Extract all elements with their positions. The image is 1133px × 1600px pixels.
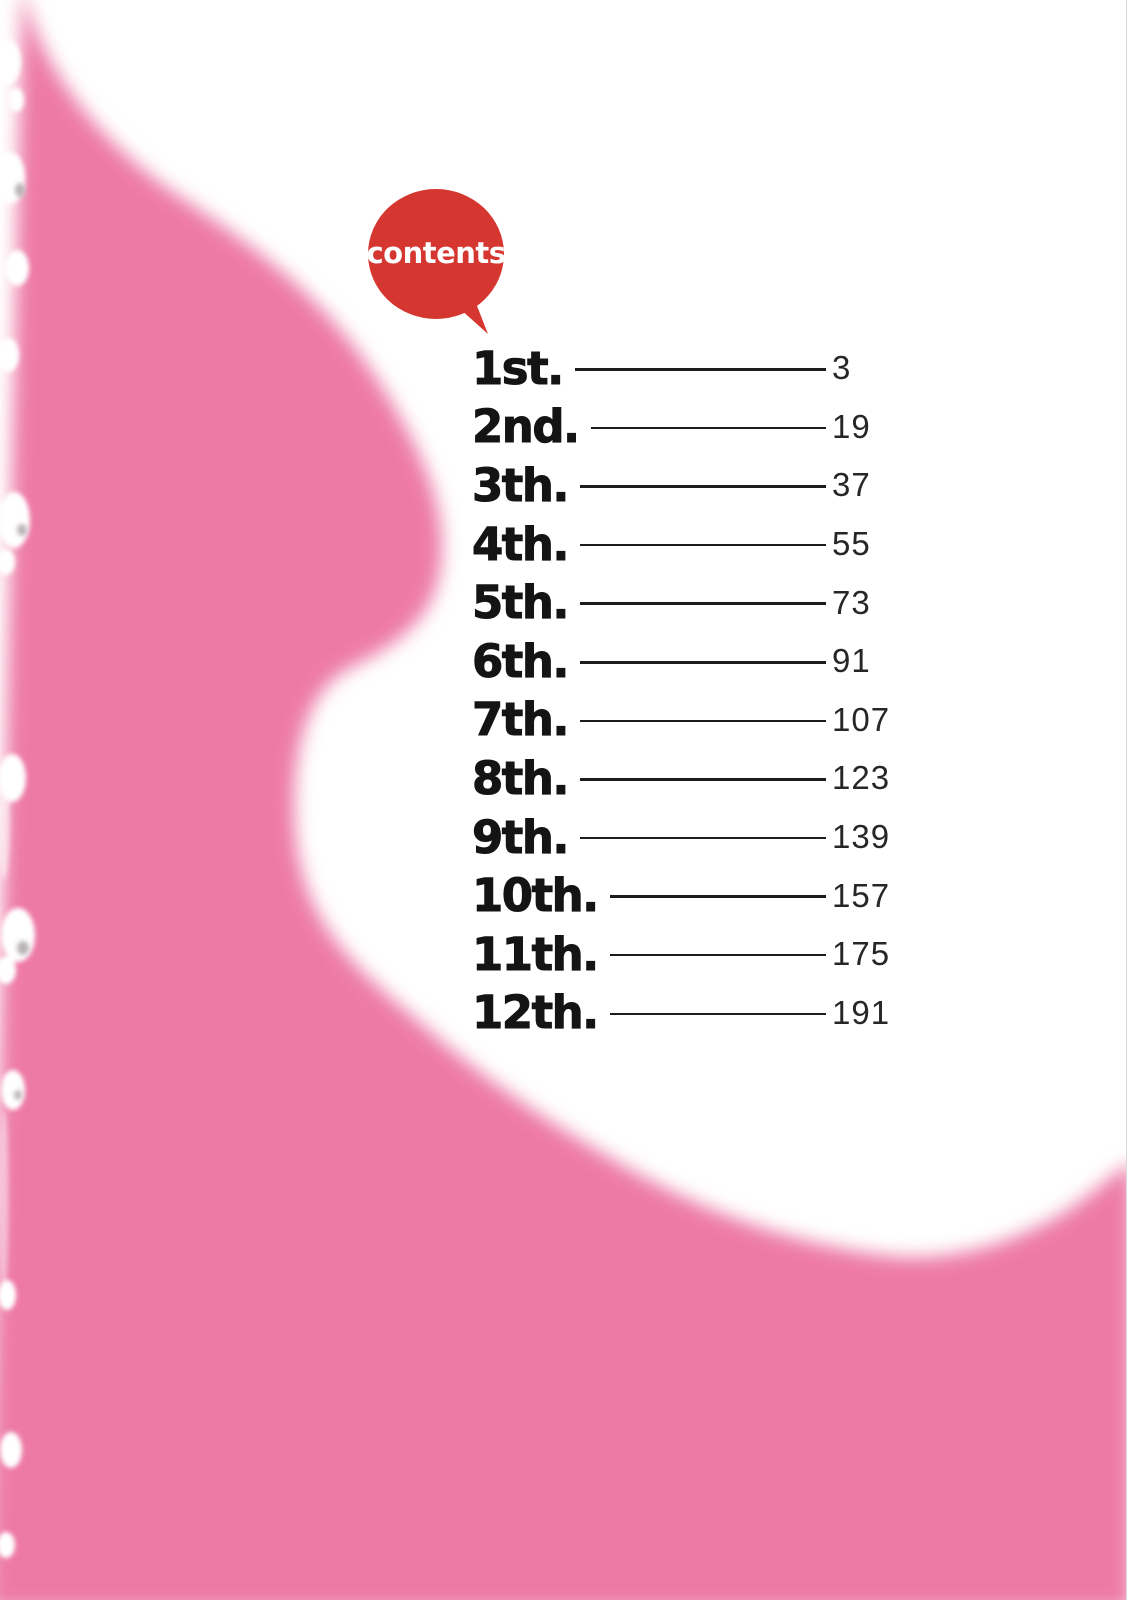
toc-entry [472,456,902,515]
toc-entry [472,398,902,457]
toc-list [472,339,902,1042]
toc-entry [472,339,902,398]
chapter-ordinal: 4th. [472,517,568,571]
page-number: 19 [832,407,871,445]
leader-line [580,485,826,488]
chapter-ordinal: 9th. [472,810,568,864]
leader-line [580,661,826,664]
toc-entry [472,808,902,867]
contents-speech-bubble [368,189,504,319]
toc-entry [472,749,902,808]
page-number: 107 [832,700,891,738]
toc-entry [472,515,902,574]
page-number: 73 [832,583,871,621]
toc-entry [472,866,902,925]
leader-line [610,954,826,957]
leader-line [580,837,826,840]
toc-entry [472,573,902,632]
chapter-ordinal: 3th. [472,458,568,512]
leader-line [580,602,826,605]
toc-entry [472,925,902,984]
toc-entry [472,632,902,691]
page-number: 157 [832,876,891,914]
leader-line [610,1013,826,1016]
leader-line [580,544,826,547]
page-number: 3 [832,349,852,387]
chapter-ordinal: 12th. [472,986,598,1040]
leader-line [610,895,826,898]
chapter-ordinal: 11th. [472,927,598,981]
toc-entry [472,984,902,1043]
leader-line [580,720,826,723]
chapter-ordinal: 8th. [472,751,568,805]
page-number: 37 [832,466,871,504]
leader-line [580,778,826,781]
page-edge [1126,0,1133,1600]
chapter-ordinal: 2nd. [472,400,579,454]
leader-line [575,368,826,371]
chapter-ordinal: 1st. [472,341,563,395]
chapter-ordinal: 6th. [472,634,568,688]
page-number: 175 [832,935,891,973]
page-number: 139 [832,818,891,856]
chapter-ordinal: 10th. [472,869,598,923]
contents-title: contents [366,235,506,270]
leader-line [591,427,826,430]
page-number: 123 [832,759,891,797]
chapter-ordinal: 7th. [472,693,568,747]
page-number: 55 [832,525,871,563]
page-number: 191 [832,993,891,1031]
page-number: 91 [832,642,871,680]
chapter-ordinal: 5th. [472,576,568,630]
toc-entry [472,691,902,750]
